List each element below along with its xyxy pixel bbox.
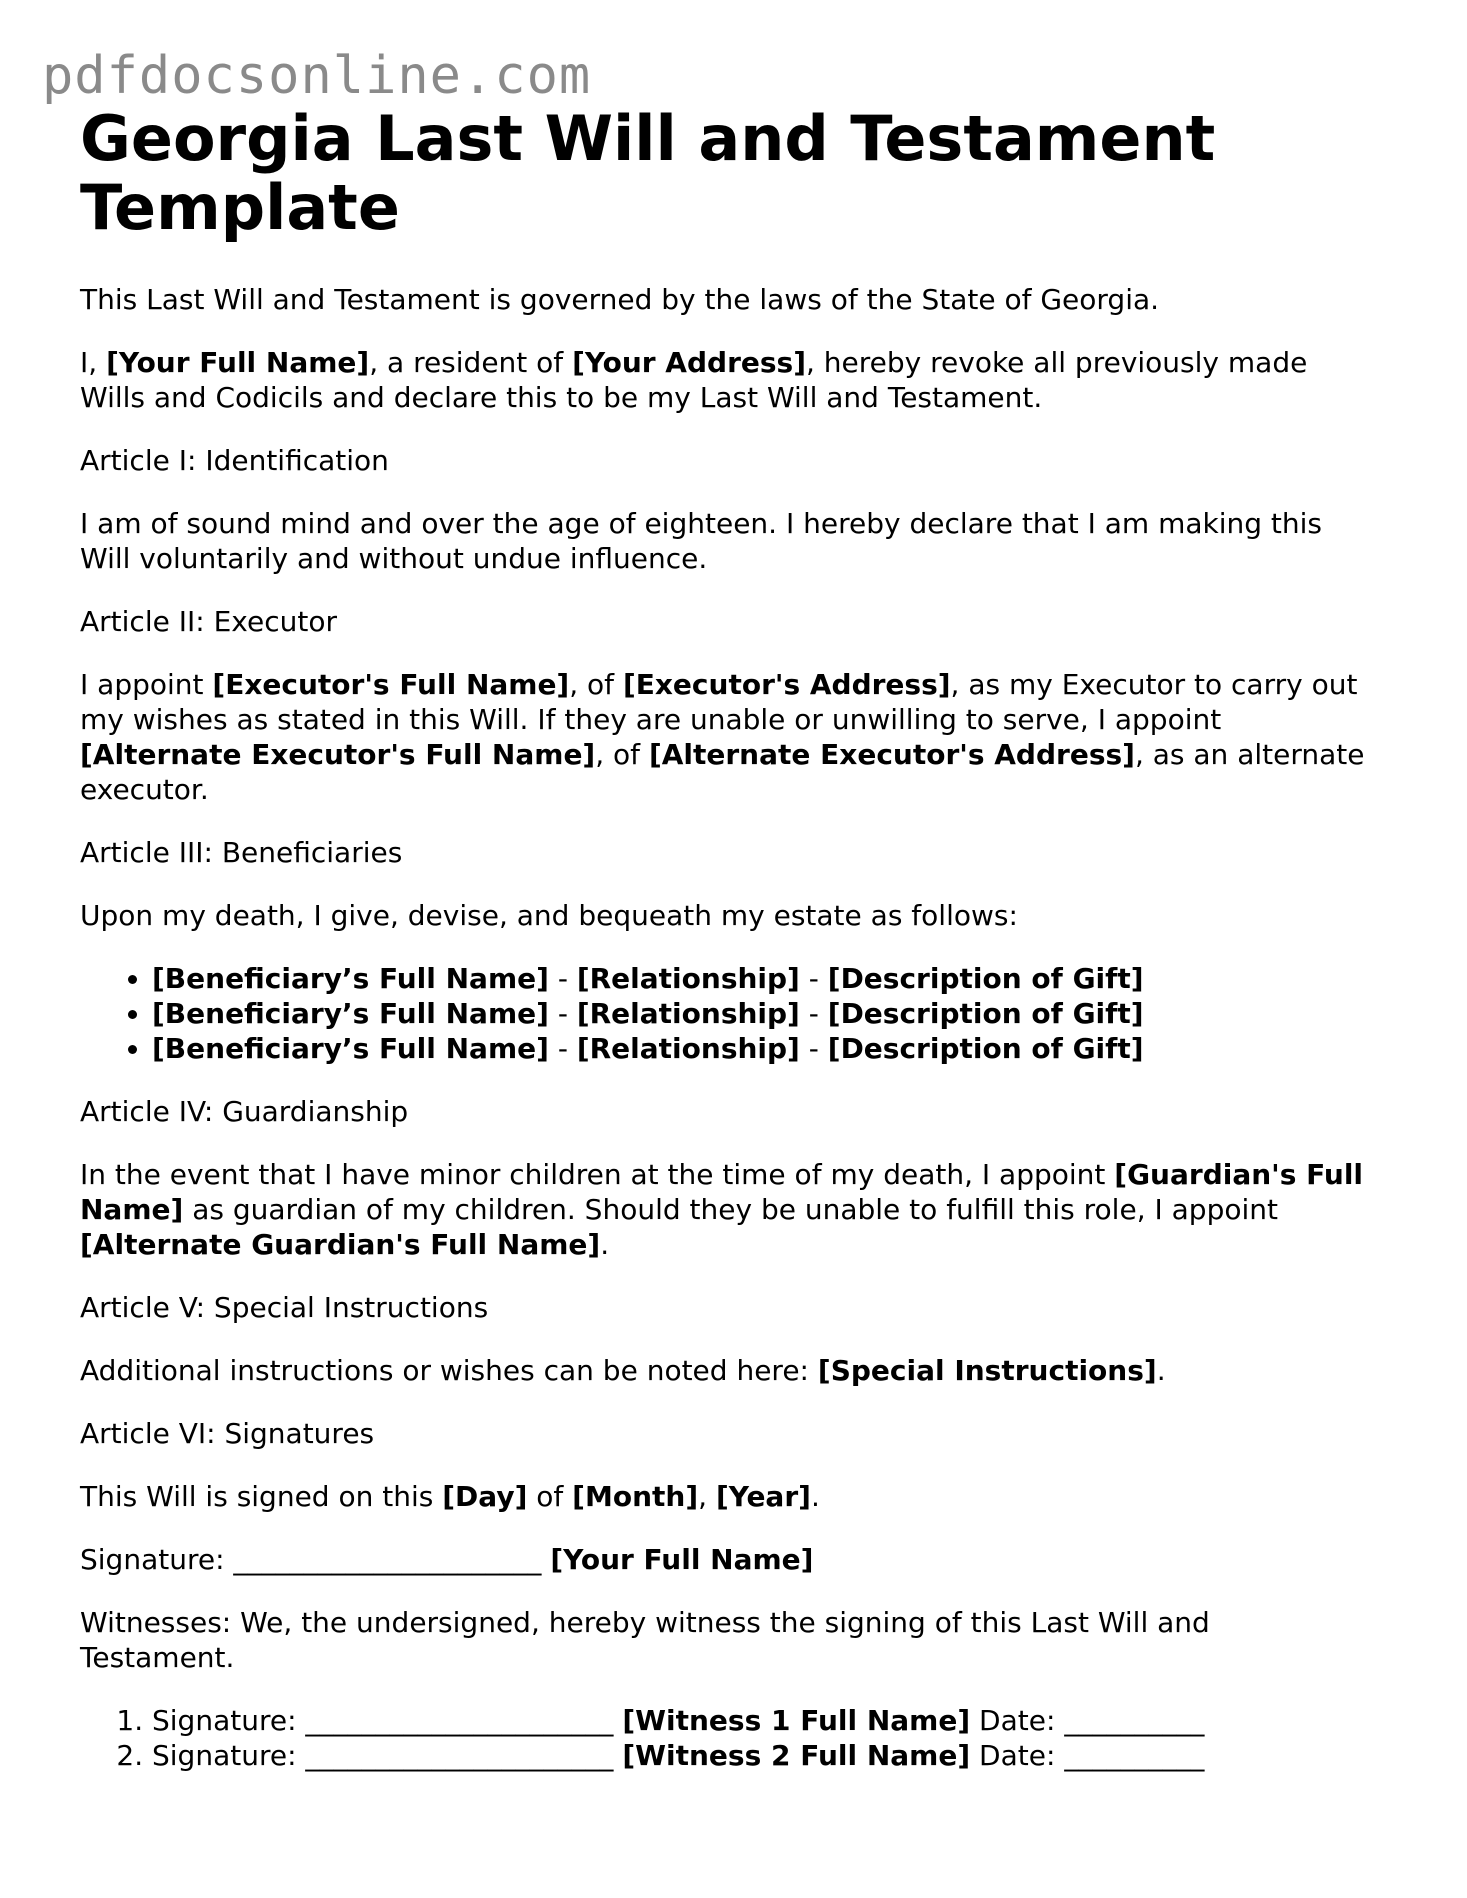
witness-intro: Witnesses: We, the undersigned, hereby witness the signing of this Last Will and Testament. (80, 1606, 1210, 1674)
article-4-text: as guardian of my children. Should they be unable to fulfill this role, I appoint (183, 1193, 1278, 1226)
article-2-text: , of (595, 738, 649, 771)
document-title: Georgia Last Will and Testament Template (80, 102, 1216, 244)
separator: - (799, 1032, 828, 1065)
article-2-text: I appoint (80, 668, 213, 701)
article-2-text: , as an alternate executor. (80, 738, 1365, 806)
executor-address-placeholder: [Executor's Address] (622, 668, 951, 701)
article-1-heading: Article I: Identification (80, 444, 389, 477)
witness-name-placeholder: [Witness 1 Full Name] (622, 1704, 971, 1737)
signed-text: of (527, 1480, 573, 1513)
date-blank: __________ (1064, 1704, 1205, 1737)
article-2-body (80, 667, 1370, 807)
relationship-placeholder: [Relationship] (576, 962, 800, 995)
declaration-paragraph (80, 345, 1370, 415)
witness-item (152, 1738, 1380, 1773)
article-4-text: In the event that I have minor children at the time of my death, I appoint (80, 1158, 1115, 1191)
beneficiary-name-placeholder: [Beneficiary’s Full Name] (152, 997, 549, 1030)
article-4-heading: Article IV: Guardianship (80, 1095, 409, 1128)
declaration-text: I, (80, 346, 107, 379)
signature-label: Signature: (80, 1543, 234, 1576)
alternate-executor-name-placeholder: [Alternate Executor's Full Name] (80, 738, 596, 771)
article-6-heading: Article VI: Signatures (80, 1417, 375, 1450)
witness-item (152, 1703, 1380, 1738)
article-3-heading: Article III: Beneficiaries (80, 836, 403, 869)
relationship-placeholder: [Relationship] (576, 1032, 800, 1065)
intro-paragraph: This Last Will and Testament is governed by the laws of the State of Georgia. (80, 283, 1160, 316)
article-4-body (80, 1157, 1370, 1262)
special-instructions-placeholder: [Special Instructions] (817, 1354, 1157, 1387)
alternate-guardian-name-placeholder: [Alternate Guardian's Full Name] (80, 1228, 601, 1261)
beneficiary-name-placeholder: [Beneficiary’s Full Name] (152, 962, 549, 995)
declaration-text: , a resident of (369, 346, 573, 379)
signed-text: , (698, 1480, 716, 1513)
date-blank: __________ (1064, 1739, 1205, 1772)
year-placeholder: [Year] (715, 1480, 811, 1513)
day-placeholder: [Day] (442, 1480, 528, 1513)
beneficiary-item (152, 961, 1380, 996)
testator-name-placeholder: [Your Full Name] (550, 1543, 814, 1576)
article-5-text: . (1156, 1354, 1166, 1387)
witness-list (80, 1703, 1380, 1773)
month-placeholder: [Month] (572, 1480, 699, 1513)
signature-label: Signature: (152, 1704, 306, 1737)
alternate-executor-address-placeholder: [Alternate Executor's Address] (648, 738, 1135, 771)
signed-text: . (810, 1480, 820, 1513)
gift-placeholder: [Description of Gift] (827, 962, 1144, 995)
signed-text: This Will is signed on this (80, 1480, 443, 1513)
relationship-placeholder: [Relationship] (576, 997, 800, 1030)
separator: - (548, 997, 577, 1030)
witness-name-placeholder: [Witness 2 Full Name] (622, 1739, 971, 1772)
separator: - (548, 962, 577, 995)
guardian-name-placeholder: [Guardian's Full Name] (80, 1158, 1364, 1226)
article-2-text: , of (569, 668, 623, 701)
your-address-placeholder: [Your Address] (572, 346, 806, 379)
article-2-text: , as my Executor to carry out my wishes as stated in this Will. If they are unable or unwilling to serve, I appoint (80, 668, 1358, 736)
executor-name-placeholder: [Executor's Full Name] (212, 668, 570, 701)
article-4-text: . (600, 1228, 610, 1261)
document-body (80, 104, 1380, 1801)
separator: - (548, 1032, 577, 1065)
signed-date-line (80, 1479, 1370, 1514)
article-5-heading: Article V: Special Instructions (80, 1291, 489, 1324)
declaration-text: , hereby revoke all previously made Wills and Codicils and declare this to be my Last Will and Testament. (80, 346, 1308, 414)
article-1-body: I am of sound mind and over the age of eighteen. I hereby declare that I am making this Will voluntarily and without undue influence. (80, 507, 1323, 575)
article-3-body: Upon my death, I give, devise, and bequeath my estate as follows: (80, 899, 1018, 932)
beneficiary-list (80, 961, 1380, 1066)
testator-signature-line (80, 1542, 1370, 1577)
your-full-name-placeholder: [Your Full Name] (106, 346, 370, 379)
signature-blank: ______________________ (305, 1704, 614, 1737)
separator: - (799, 997, 828, 1030)
signature-blank: ______________________ (233, 1543, 542, 1576)
article-5-text: Additional instructions or wishes can be noted here: (80, 1354, 818, 1387)
beneficiary-item (152, 996, 1380, 1031)
article-5-body (80, 1353, 1370, 1388)
date-label: Date: (970, 1739, 1065, 1772)
signature-label: Signature: (152, 1739, 306, 1772)
beneficiary-item (152, 1031, 1380, 1066)
gift-placeholder: [Description of Gift] (827, 997, 1144, 1030)
watermark: pdfdocsonline.com (42, 46, 592, 106)
beneficiary-name-placeholder: [Beneficiary’s Full Name] (152, 1032, 549, 1065)
article-2-heading: Article II: Executor (80, 605, 337, 638)
signature-blank: ______________________ (305, 1739, 614, 1772)
gift-placeholder: [Description of Gift] (827, 1032, 1144, 1065)
date-label: Date: (970, 1704, 1065, 1737)
separator: - (799, 962, 828, 995)
